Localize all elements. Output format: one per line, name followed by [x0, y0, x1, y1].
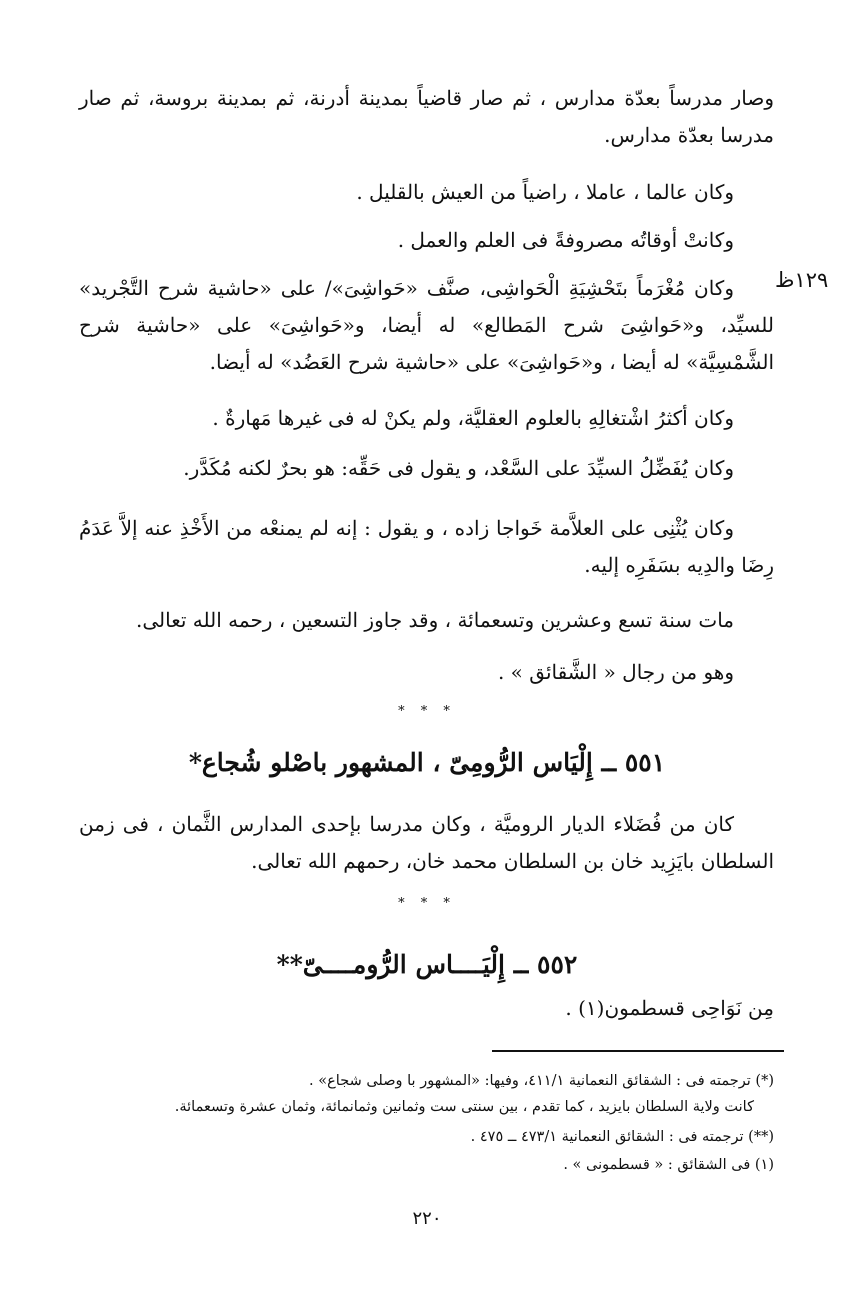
footnote-2: (**) ترجمته فى : الشقائق النعمانية ٤٧٣/١ ــ ٤٧٥ . [470, 1129, 774, 1145]
paragraph-2: وكان عالما ، عاملا ، راضياً من العيش بالقليل . [356, 180, 734, 204]
footnote-3: (١) فى الشقائق : « قسطمونى » . [563, 1157, 774, 1173]
entry-551-text: كان من فُضَلاء الديار الروميَّة ، وكان مدرسا بإحدى المدارس الثَّمان ، فى زمن السلطان بايَزِيد خان بن السلطان محمد خان، رحمهم الله تعالى. [79, 812, 774, 873]
paragraph-3: وكانتْ أوقاتُه مصروفةً فى العلم والعمل . [397, 228, 734, 252]
entry-551-heading: ٥٥١ ــ إِلْيَاس الرُّومِىّ ، المشهور باصْلو شُجاع* [188, 748, 666, 777]
paragraph-5: وكان أكثرُ اشْتغالِهِ بالعلوم العقليَّة، ولم يكنْ له فى غيرها مَهارةٌ . [212, 406, 734, 430]
footnote-divider [492, 1050, 784, 1052]
paragraph-1: وصار مدرساً بعدّة مدارس ، ثم صار قاضياً بمدينة أدرنة، ثم بمدينة بروسة، ثم صار مدرسا بعدّة مدارس. [79, 86, 774, 147]
footnote-1: (*) ترجمته فى : الشقائق النعمانية ٤١١/١، وفيها: «المشهور با وصلى شجاع» . [309, 1073, 774, 1089]
manuscript-folio-note: ١٢٩ظ [775, 268, 829, 292]
page-number: ٢٢٠ [412, 1208, 442, 1229]
paragraph-8: مات سنة تسع وعشرين وتسعمائة ، وقد جاوز التسعين ، رحمه الله تعالى. [136, 608, 734, 632]
paragraph-7: وكان يُثْنِى على العلاَّمة خَواجا زاده ، و يقول : إنه لم يمنعْه من الأَخْذِ عنه إلاَّ عَدَمُ رِضَا والدِيه بسَفَرِه إليه. [79, 516, 774, 577]
entry-552-text: مِن نَوَاحِى قسطمون(١) . [565, 996, 774, 1020]
section-separator-1: * * * [398, 704, 456, 719]
section-separator-2: * * * [398, 896, 456, 911]
entry-552-heading: ٥٥٢ ــ إِلْيَــــاس الرُّومــــىّ** [276, 950, 578, 979]
paragraph-6: وكان يُفَضِّلُ السيِّدَ على السَّعْد، و يقول فى حَقِّه: هو بحرٌ لكنه مُكَدَّر. [183, 456, 734, 480]
paragraph-4: وكان مُغْرَماً بتَحْشِيَةِ الْحَواشِى، صنَّف «حَواشِىَ»/ على «حاشية شرح التَّجْريد» للسيِّد، و«حَواشِىَ شرح المَطالع» له أيضا، و«حَواشِىَ» على «حاشية شرح الشَّمْسِيَّة» له أيضا ، و«حَواشِىَ» على «حاشية شرح العَضُد» له أيضا. [79, 276, 774, 374]
paragraph-9: وهو من رجال « الشَّقائق » . [497, 660, 734, 684]
footnote-1-continued: كانت ولاية السلطان بايزيد ، كما تقدم ، بين سنتى ست وثمانين وثمانمائة، وثمان عشرة وتسعمائة. [174, 1099, 754, 1115]
